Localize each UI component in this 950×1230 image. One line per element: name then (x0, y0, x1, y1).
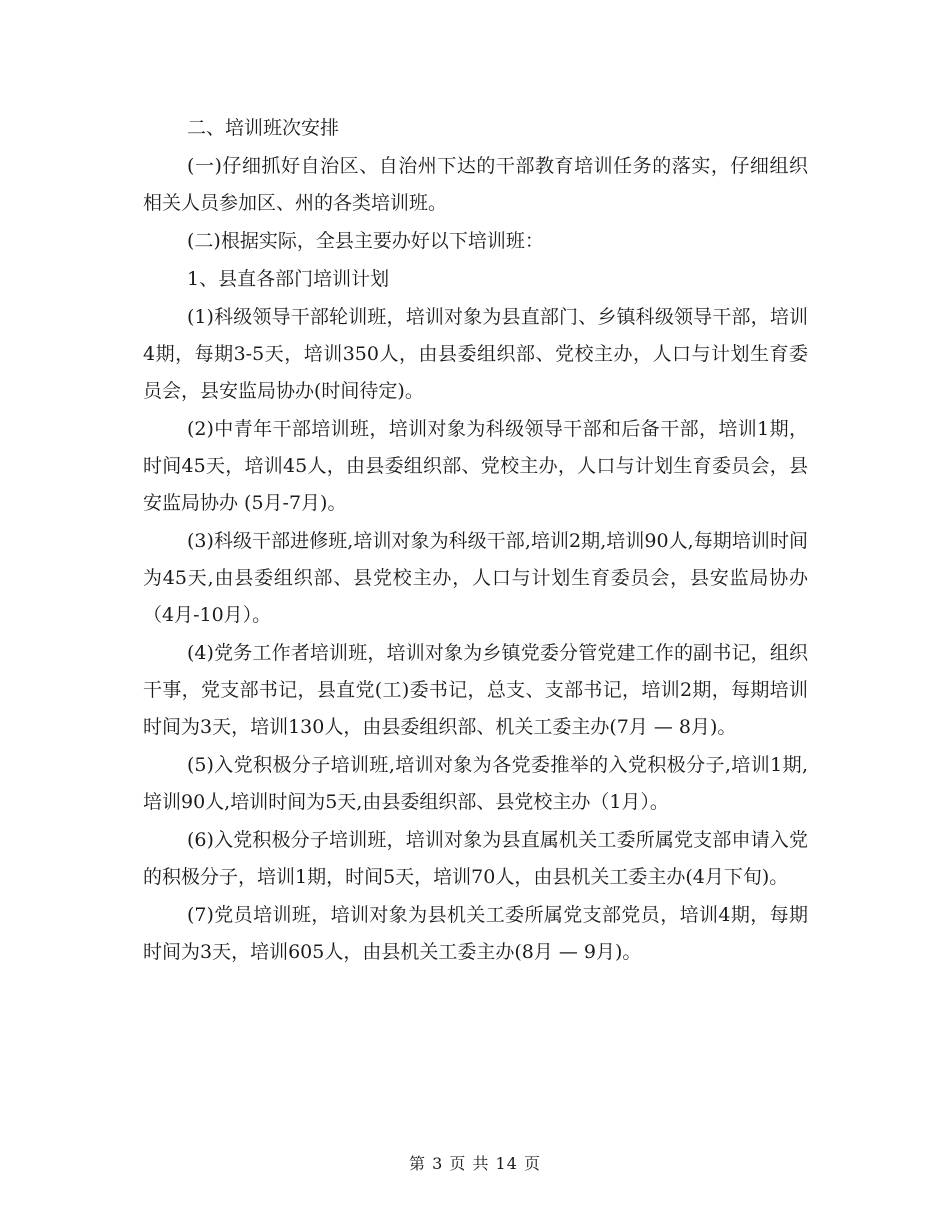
list-item-4: (4)党务工作者培训班，培训对象为乡镇党委分管党建工作的副书记，组织干事，党支部书记，县直党(工)委书记，总支、支部书记，培训2期，每期培训时间为3天，培训130人，由县委组织部、机关工委主办(7月 — 8月)。 (143, 642, 808, 738)
list-item-1: (1)科级领导干部轮训班，培训对象为县直部门、乡镇科级领导干部，培训4期，每期3-5天，培训350人，由县委组织部、党校主办，人口与计划生育委员会，县安监局协办(时间待定)。 (143, 306, 808, 402)
list-item-5: (5)入党积极分子培训班,培训对象为各党委推举的入党积极分子,培训1期,培训90人,培训时间为5天,由县委组织部、县党校主办（1月）。 (143, 754, 808, 813)
page-footer (0, 1151, 950, 1174)
subsection-heading: 1、县直各部门培训计划 (187, 268, 390, 290)
list-item-2: (2)中青年干部培训班，培训对象为科级领导干部和后备干部，培训1期，时间45天，培训45人，由县委组织部、党校主办，人口与计划生育委员会，县安监局协办 (5月-7月)。 (143, 418, 808, 514)
list-item-6: (6)入党积极分子培训班，培训对象为县直属机关工委所属党支部申请入党的积极分子，培训1期，时间5天，培训70人，由县机关工委主办(4月下旬)。 (143, 829, 808, 888)
list-item-7: (7)党员培训班，培训对象为县机关工委所属党支部党员，培训4期，每期时间为3天，培训605人，由县机关工委主办(8月 — 9月)。 (143, 904, 808, 963)
paragraph-1: (一)仔细抓好自治区、自治州下达的干部教育培训任务的落实，仔细组织相关人员参加区、州的各类培训班。 (143, 155, 808, 214)
document-body (143, 110, 808, 972)
paragraph-2: (二)根据实际，全县主要办好以下培训班： (187, 230, 544, 252)
list-item-3: (3)科级干部进修班,培训对象为科级干部,培训2期,培训90人,每期培训时间为45天,由县委组织部、县党校主办，人口与计划生育委员会，县安监局协办（4月-10月）。 (143, 530, 808, 626)
section-heading: 二、培训班次安排 (187, 117, 340, 139)
page-number: 第 3 页 共 14 页 (409, 1154, 541, 1173)
